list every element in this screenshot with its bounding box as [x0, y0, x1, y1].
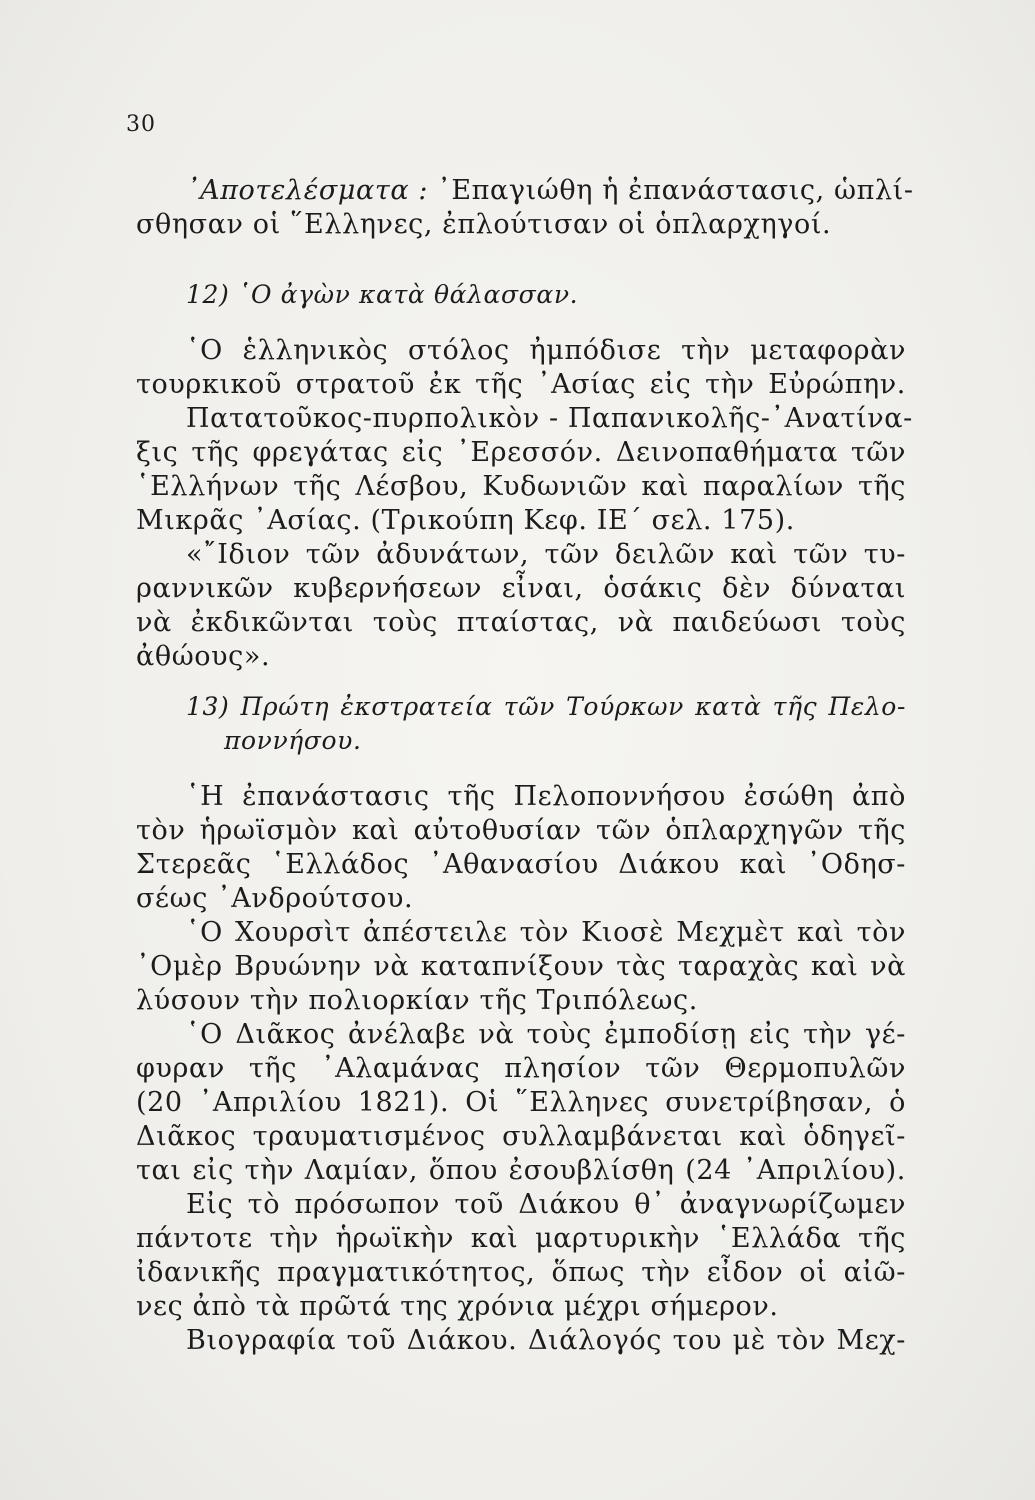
text-line: Στερεᾶς ῾Ελλάδος ᾿Αθανασίου Διάκου καὶ ᾿Οδησ- [136, 849, 906, 880]
text-line: τὸν ἡρωϊσμὸν καὶ αὐτοθυσίαν τῶν ὁπλαρχηγῶν τῆς [136, 815, 906, 846]
page-number: 30 [126, 112, 156, 137]
text-line: Διᾶκος τραυματισμένος συλλαμβάνεται καὶ ὁδηγεῖ- [136, 1121, 906, 1152]
text-line: τουρκικοῦ στρατοῦ ἐκ τῆς ᾿Ασίας εἰς τὴν Εὐρώπην. [136, 369, 906, 400]
results-label: ᾿Αποτελέσματα : [186, 175, 429, 206]
section-heading-13: 13) Πρώτη ἐκστρατεία τῶν Τούρκων κατὰ τῆς Πελο- [186, 692, 906, 721]
text-line: ἰδανικῆς πραγματικότητος, ὅπως τὴν εἶδον οἱ αἰῶ- [136, 1257, 906, 1288]
text-line: ται εἰς τὴν Λαμίαν, ὅπου ἐσουβλίσθη (24 ᾿Απριλίου). [136, 1155, 906, 1186]
text-line: ξις τῆς φρεγάτας εἰς ᾿Ερεσσόν. Δεινοπαθήματα τῶν [136, 437, 906, 468]
section-heading-12: 12) ῾Ο ἀγὼν κατὰ θάλασσαν. [186, 280, 579, 309]
text-line: (20 ᾿Απριλίου 1821). Οἱ ῞Ελληνες συνετρίβησαν, ὁ [136, 1087, 906, 1118]
text-line: λύσουν τὴν πολιορκίαν τῆς Τριπόλεως. [136, 985, 698, 1016]
text-line: νες ἀπὸ τὰ πρῶτά της χρόνια μέχρι σήμερον. [136, 1291, 779, 1322]
text-line: ῾Ελλήνων τῆς Λέσβου, Κυδωνιῶν καὶ παραλίων τῆς [136, 471, 906, 502]
text-line: ῾Ο Διᾶκος ἀνέλαβε νὰ τοὺς ἐμποδίσῃ εἰς τὴν γέ- [186, 1019, 906, 1050]
results-line-2: σθησαν οἱ ῞Ελληνες, ἐπλούτισαν οἱ ὁπλαρχηγοί. [136, 209, 832, 240]
results-line-1 [186, 174, 914, 208]
text-line: ᾿Ομὲρ Βρυώνην νὰ καταπνίξουν τὰς ταραχὰς καὶ νὰ [136, 951, 906, 982]
quote-line: «῎Ιδιον τῶν ἀδυνάτων, τῶν δειλῶν καὶ τῶν τυ- [186, 539, 906, 570]
text-line: ῾Ο ἑλληνικὸς στόλος ἠμπόδισε τὴν μεταφορὰν [186, 335, 906, 366]
text-line: πάντοτε τὴν ἡρωϊκὴν καὶ μαρτυρικὴν ῾Ελλάδα τῆς [136, 1223, 906, 1254]
text-line: σέως ᾿Ανδρούτσου. [136, 883, 414, 914]
quote-line: ἀθώους». [136, 641, 271, 672]
text-line: Εἰς τὸ πρόσωπον τοῦ Διάκου θ᾿ ἀναγνωρίζωμεν [186, 1189, 906, 1220]
section-heading-13-cont: ποννήσου. [224, 726, 362, 755]
text-line: φυραν τῆς ᾿Αλαμάνας πλησίον τῶν Θερμοπυλῶν [136, 1053, 906, 1084]
text-line: Βιογραφία τοῦ Διάκου. Διάλογός του μὲ τὸν Μεχ- [186, 1325, 906, 1356]
text-line: Πατατοῦκος-πυρπολικὸν - Παπανικολῆς-᾿Ανατίνα- [186, 403, 913, 434]
text-line: ῾Η ἐπανάστασις τῆς Πελοποννήσου ἐσώθη ἀπὸ [186, 781, 906, 812]
quote-line: ραννικῶν κυβερνήσεων εἶναι, ὁσάκις δὲν δύναται [136, 573, 906, 604]
quote-line: νὰ ἐκδικῶνται τοὺς πταίστας, νὰ παιδεύωσι τοὺς [136, 607, 906, 638]
text-line: Μικρᾶς ᾿Ασίας. (Τρικούπη Κεφ. ΙΕ΄ σελ. 175). [136, 505, 795, 536]
results-text: ᾿Επαγιώθη ἡ ἐπανάστασις, ὡπλί- [428, 175, 914, 206]
text-line: ῾Ο Χουρσὶτ ἀπέστειλε τὸν Κιοσὲ Μεχμὲτ καὶ τὸν [186, 917, 906, 948]
